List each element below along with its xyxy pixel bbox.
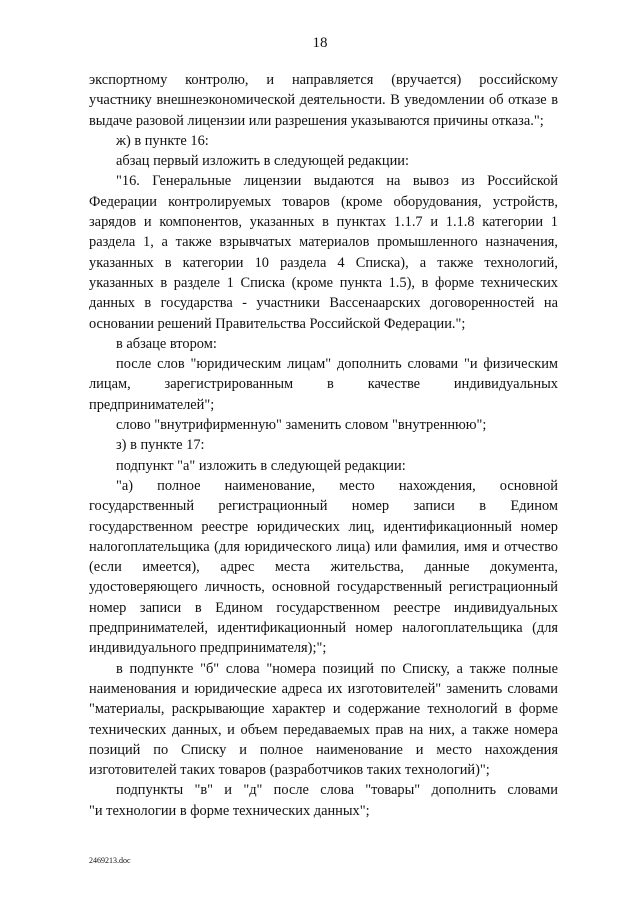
text-line: (если имеется), адрес места жительства, данные документа, (89, 559, 558, 576)
text-line: предпринимателей"; (89, 396, 215, 413)
text-line: указанных в категории 10 раздела 4 Списка), а также технологий, (89, 254, 558, 271)
text-line: технических данных, и объем передаваемых прав на них, а также номера (89, 721, 558, 738)
text-line: участнику внешнеэкономической деятельности. В уведомлении об отказе в (89, 92, 558, 109)
text-line: индивидуального предпринимателя);"; (89, 640, 327, 657)
text-line: изготовителей таких товаров (разработчиков таких технологий)"; (89, 762, 490, 779)
text-line: удостоверяющего личность, основной государственный регистрационный (89, 579, 558, 596)
text-line: "и технологии в форме технических данных"; (89, 802, 370, 819)
text-line: в абзаце втором: (116, 335, 217, 352)
text-line: зарядов и компонентов, указанных в пунктах 1.1.7 и 1.1.8 категории 1 (89, 214, 558, 231)
text-line: в подпункте "б" слова "номера позиций по Списку, а также полные (116, 660, 558, 677)
text-line: выдаче разовой лицензии или разрешения указываются причины отказа."; (89, 112, 544, 129)
text-line: ж) в пункте 16: (116, 132, 209, 149)
text-line: лицам, зарегистрированным в качестве индивидуальных (89, 376, 558, 393)
text-line: з) в пункте 17: (116, 437, 205, 454)
text-line: слово "внутрифирменную" заменить словом "внутреннюю"; (116, 417, 487, 434)
text-line: государственном реестре юридических лиц, идентификационный номер (89, 518, 558, 535)
text-line: подпункт "а" изложить в следующей редакции: (116, 457, 406, 474)
text-line: раздела 1, а также взрывчатых материалов промышленного назначения, (89, 234, 558, 251)
text-line: подпункты "в" и "д" после слова "товары" дополнить словами (116, 782, 558, 799)
text-line: Федерации контролируемых товаров (кроме оборудования, устройств, (89, 193, 558, 210)
text-line: данных в государства - участники Вассенаарских договоренностей на (89, 295, 558, 312)
page-number: 18 (312, 35, 328, 51)
text-line: государственный регистрационный номер записи в Едином (89, 498, 558, 515)
text-line: указанных в разделе 1 Списка (кроме пункта 1.5), в форме технических (89, 274, 558, 291)
text-line: основании решений Правительства Российской Федерации."; (89, 315, 466, 332)
text-line: "а) полное наименование, место нахождения, основной (116, 477, 558, 494)
text-line: "16. Генеральные лицензии выдаются на вывоз из Российской (116, 173, 558, 190)
text-line: наименования и юридические адреса их изготовителей" заменить словами (89, 680, 558, 697)
text-line: абзац первый изложить в следующей редакции: (116, 153, 410, 170)
text-line: после слов "юридическим лицам" дополнить словами "и физическим (116, 356, 558, 373)
text-line: налогоплательщика (для юридического лица) или фамилия, имя и отчество (89, 538, 558, 555)
text-line: позиций по Списку и полное наименование и место нахождения (89, 741, 558, 758)
text-line: "материалы, раскрывающие характер и содержание технологий в форме (89, 701, 558, 718)
document-body (89, 70, 558, 821)
text-line: экспортному контролю, и направляется (вручается) российскому (89, 72, 558, 88)
text-line: предпринимателей, идентификационный номер налогоплательщика (для (89, 620, 558, 637)
footer-filename: 2469213.doc (89, 856, 131, 865)
text-line: номер записи в Едином государственном реестре индивидуальных (89, 599, 558, 616)
